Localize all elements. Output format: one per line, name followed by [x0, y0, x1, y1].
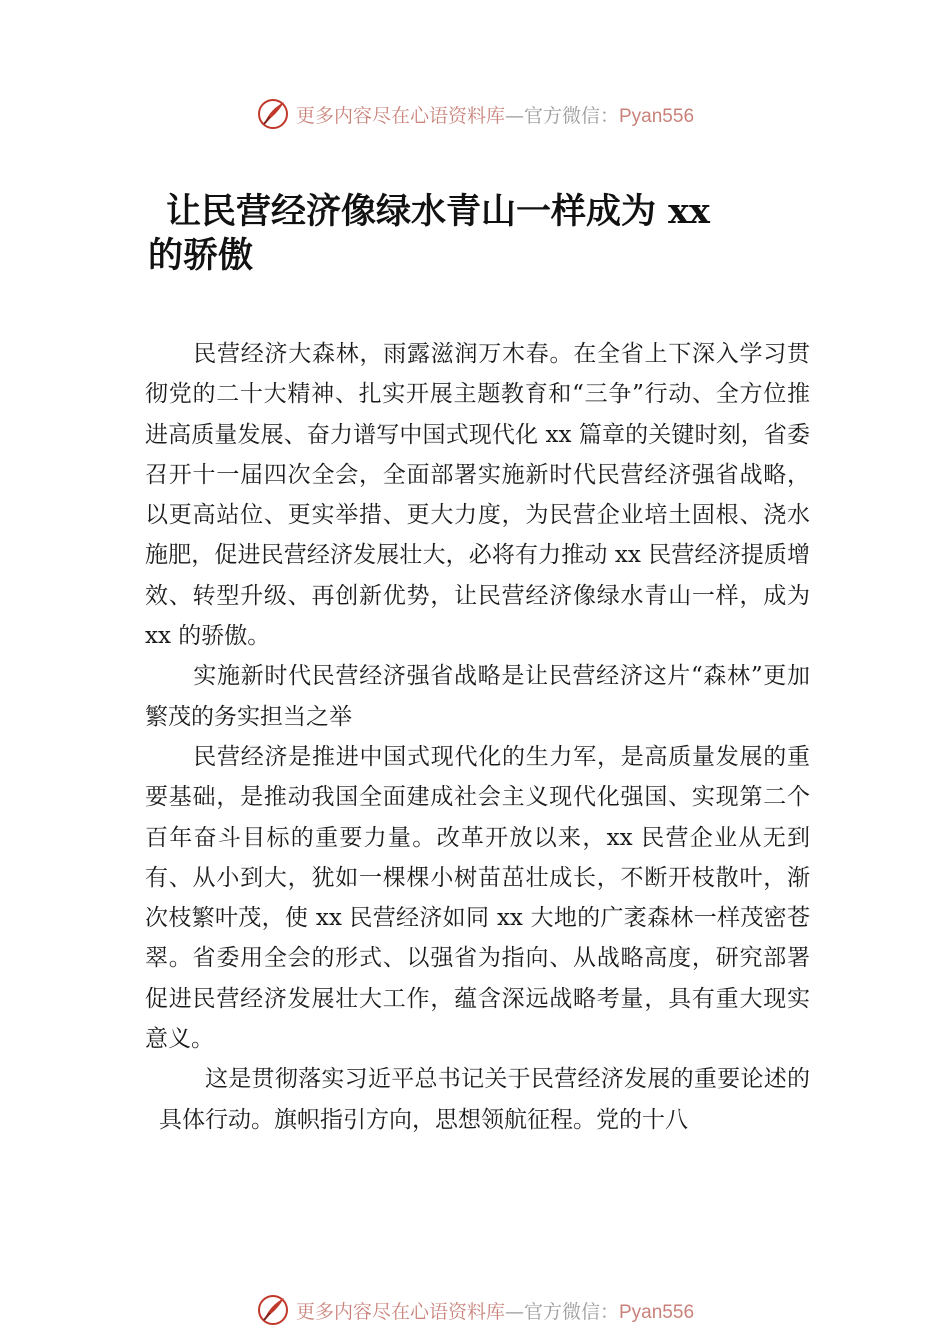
- document-title: [148, 190, 748, 278]
- watermark-brand: 更多内容尽在心语资料库: [295, 104, 505, 127]
- paragraph-heading: 实施新时代民营经济强省战略是让民营经济这片“森林”更加繁茂的务实担当之举: [145, 663, 810, 730]
- paragraph: 这是贯彻落实习近平总书记关于民营经济发展的重要论述的具体行动。旗帜指引方向，思想领航征程。党的十八: [159, 1066, 810, 1133]
- document-title-line2: 的骄傲: [148, 235, 254, 276]
- quill-pen-logo-icon: [256, 1293, 290, 1327]
- paragraph: 民营经济是推进中国式现代化的生力军，是高质量发展的重要基础，是推动我国全面建成社会主义现代化强国、实现第二个百年奋斗目标的重要力量。改革开放以来，xx 民营企业从无到有、从小到大，犹如一棵棵小树苗茁壮成长，不断开枝散叶，渐次枝繁叶茂，使 xx 民营经济如同 xx 大地的广袤森林一样茂密苍翠。省委用全会的形式、以强省为指向、从战略高度，研究部署促进民营经济发展壮大工作，蕴含深远战略考量，具有重大现实意义。: [145, 743, 810, 1053]
- watermark-wechat-label: 官方微信：: [523, 104, 619, 127]
- paragraph: 民营经济大森林，雨露滋润万木春。在全省上下深入学习贯彻党的二十大精神、扎实开展主题教育和“三争”行动、全方位推进高质量发展、奋力谱写中国式现代化 xx 篇章的关键时刻，省委召开十一届四次全会，全面部署实施新时代民营经济强省战略，以更高站位、更实举措、更大力度，为民营企业培土固根、浇水施肥，促进民营经济发展壮大，必将有力推动 xx 民营经济提质增效、转型升级、再创新优势，让民营经济像绿水青山一样，成为 xx 的骄傲。: [145, 341, 810, 650]
- footer-watermark: [0, 1290, 950, 1330]
- quill-pen-logo-icon: [256, 97, 290, 131]
- document-body: [145, 334, 810, 1140]
- header-watermark: [0, 94, 950, 134]
- watermark-wechat-id: Pyan556: [619, 105, 695, 127]
- watermark-separator: —: [504, 1300, 524, 1323]
- watermark-wechat-id: Pyan556: [619, 1301, 695, 1323]
- watermark-brand: 更多内容尽在心语资料库: [295, 1300, 505, 1323]
- watermark-separator: —: [504, 104, 524, 127]
- watermark-wechat-label: 官方微信：: [523, 1300, 619, 1323]
- document-title-line1: 让民营经济像绿水青山一样成为 xx: [166, 191, 710, 232]
